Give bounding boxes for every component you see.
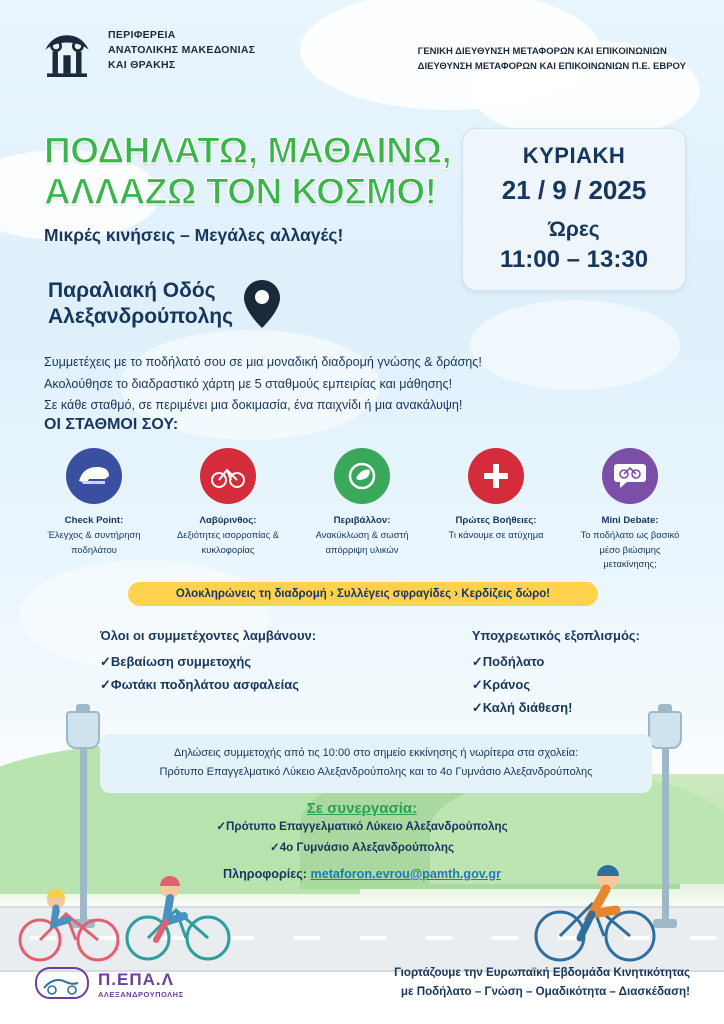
footer-note-line-1: Γιορτάζουμε την Ευρωπαϊκή Εβδομάδα Κινητικότητας <box>394 965 690 979</box>
event-date: 21 / 9 / 2025 <box>501 175 647 205</box>
station-desc-line-1: Το ποδήλατο ως βασικό <box>580 529 680 541</box>
intro-line-3: Σε κάθε σταθμό, σε περιμένει μια δοκιμασία, ένα παιχνίδι ή μια ανακάλυψη! <box>44 398 463 413</box>
cyclist-illustration <box>120 866 235 966</box>
station-name: Λαβύρινθος: <box>199 515 257 526</box>
list-item: ✓Κράνος <box>471 676 531 692</box>
cyclist-illustration <box>14 874 124 964</box>
speech-bubble-bicycle-icon <box>602 448 658 504</box>
department-line2: ΔΙΕΥΘΥΝΣΗ ΜΕΤΑΦΟΡΩΝ ΚΑΙ ΕΠΙΚΟΙΝΩΝΙΩΝ Π.Ε. ΕΒΡΟΥ <box>417 61 686 73</box>
cooperation-item: ✓Πρότυπο Επαγγελματικό Λύκειο Αλεξανδρούπολης <box>216 820 508 833</box>
region-emblem-icon <box>38 28 96 86</box>
event-hours: 11:00 – 13:30 <box>499 246 649 273</box>
location-line-1: Παραλιακή Οδός <box>48 279 216 302</box>
region-name-line3: ΚΑΙ ΘΡΑΚΗΣ <box>108 59 176 72</box>
station-name: Mini Debate: <box>601 515 659 526</box>
school-logo <box>34 962 184 1006</box>
station-desc-line-2: μέσο βιώσιμης <box>599 543 661 555</box>
bicycle-helmet-icon <box>66 448 122 504</box>
page-subtitle: Μικρές κινήσεις – Μεγάλες αλλαγές! <box>44 224 344 245</box>
region-name-line1: ΠΕΡΙΦΕΡΕΙΑ <box>108 29 176 41</box>
hero-title-block <box>44 130 474 246</box>
footer-note-line-2: με Ποδήλατο – Γνώση – Ομαδικότητα – Διασκέδαση! <box>400 985 690 999</box>
region-name-line2: ΑΝΑΤΟΛΙΚΗΣ ΜΑΚΕΔΟΝΙΑΣ <box>108 44 256 57</box>
department-titles <box>418 44 686 74</box>
intro-paragraph <box>44 352 644 417</box>
station-desc-line-2: απόρριψη υλικών <box>325 543 399 555</box>
header-region-identity <box>38 28 255 86</box>
station-item-mini-debate <box>566 448 694 571</box>
contact-info <box>0 867 724 881</box>
station-desc-line-3: μετακίνησης; <box>603 557 657 569</box>
maze-bicycle-icon <box>200 448 256 504</box>
station-name: Check Point: <box>64 515 124 526</box>
location-line-2: Αλεξανδρούπολης <box>48 305 234 329</box>
list-item: ✓Ποδήλατο <box>471 654 545 669</box>
map-pin-icon <box>241 278 283 330</box>
cooperation-item: ✓4ο Γυμνάσιο Αλεξανδρούπολης <box>269 840 455 854</box>
title-line-2: ΑΛΛΑΖΩ ΤΟΝ ΚΟΣΜΟ! <box>44 171 437 213</box>
info-columns <box>100 628 640 719</box>
notice-line-1: Δηλώσεις συμμετοχής από τις 10:00 στο σημείο εκκίνησης ή νωρίτερα στα σχολεία: <box>173 747 579 759</box>
region-name <box>108 28 255 74</box>
event-location <box>48 278 283 331</box>
intro-line-1: Συμμετέχεις με το ποδήλατό σου σε μια μοναδική διαδρομή γνώσης & δράσης! <box>44 355 482 369</box>
event-date-box <box>462 128 686 291</box>
participants-receive-title: Όλοι οι συμμετέχοντες λαμβάνουν: <box>100 628 317 643</box>
event-day-name: ΚΥΡΙΑΚΗ <box>522 143 626 168</box>
notice-line-2: Πρότυπο Επαγγελματικό Λύκειο Αλεξανδρούπολης και το 4ο Γυμνάσιο Αλεξανδρούπολης <box>159 766 593 779</box>
participants-receive-column <box>100 628 316 719</box>
progress-ribbon: Ολοκληρώνεις τη διαδρομή › Συλλέγεις σφραγίδες › Κερδίζεις δώρο! <box>128 582 598 606</box>
pepal-school-logo-icon <box>34 962 90 1006</box>
station-desc-line-1: Τι κάνουμε σε ατύχημα <box>448 529 544 541</box>
stations-list <box>30 448 694 571</box>
event-hours-label: Ώρες <box>548 218 600 241</box>
required-equipment-column <box>472 628 640 719</box>
contact-info-label: Πληροφορίες: <box>223 866 307 881</box>
station-item-labyrinth <box>164 448 292 571</box>
station-name: Περιβάλλον: <box>333 515 391 526</box>
station-desc-line-1: Ανακύκλωση & σωστή <box>315 529 409 541</box>
title-line-1: ΠΟΔΗΛΑΤΩ, ΜΑΘΑΙΝΩ, <box>44 130 452 171</box>
first-aid-cross-icon <box>468 448 524 504</box>
school-logo-subtext: ΑΛΕΞΑΝΔΡΟΥΠΟΛΗΣ <box>98 989 184 999</box>
location-text <box>48 278 233 331</box>
department-line1: ΓΕΝΙΚΗ ΔΙΕΥΘΥΝΣΗ ΜΕΤΑΦΟΡΩΝ ΚΑΙ ΕΠΙΚΟΙΝΩΝΙΩΝ <box>417 46 667 57</box>
stations-heading: ΟΙ ΣΤΑΘΜΟΙ ΣΟΥ: <box>44 416 179 433</box>
station-desc-line-2: ποδηλάτου <box>71 543 117 555</box>
list-item: ✓Φωτάκι ποδηλάτου ασφαλείας <box>100 676 300 692</box>
footer-note <box>394 963 690 1002</box>
registration-notice <box>100 734 652 793</box>
contact-email-link[interactable]: metaforon.evrou@pamth.gov.gr <box>310 866 501 881</box>
cooperation-section <box>0 800 724 881</box>
station-item-check-point <box>30 448 158 571</box>
recycle-leaf-icon <box>334 448 390 504</box>
intro-line-2: Ακολούθησε το διαδραστικό χάρτη με 5 σταθμούς εμπειρίας και μάθησης! <box>44 376 453 391</box>
station-item-first-aid <box>432 448 560 571</box>
school-logo-text: Π.ΕΠΑ.Λ <box>98 969 174 989</box>
station-item-environment <box>298 448 426 571</box>
list-item: ✓Βεβαίωση συμμετοχής <box>100 654 252 669</box>
station-desc-line-2: κυκλοφορίας <box>201 543 255 555</box>
station-desc-line-1: Έλεγχος & συντήρηση <box>47 529 141 541</box>
list-item: ✓Καλή διάθεση! <box>471 699 573 715</box>
station-name: Πρώτες Βοήθειες: <box>455 515 537 526</box>
station-desc-line-1: Δεξιότητες ισορροπίας & <box>177 529 279 541</box>
required-equipment-title: Υποχρεωτικός εξοπλισμός: <box>471 628 640 643</box>
cooperation-title: Σε συνεργασία: <box>306 800 418 817</box>
page-title <box>44 130 474 213</box>
